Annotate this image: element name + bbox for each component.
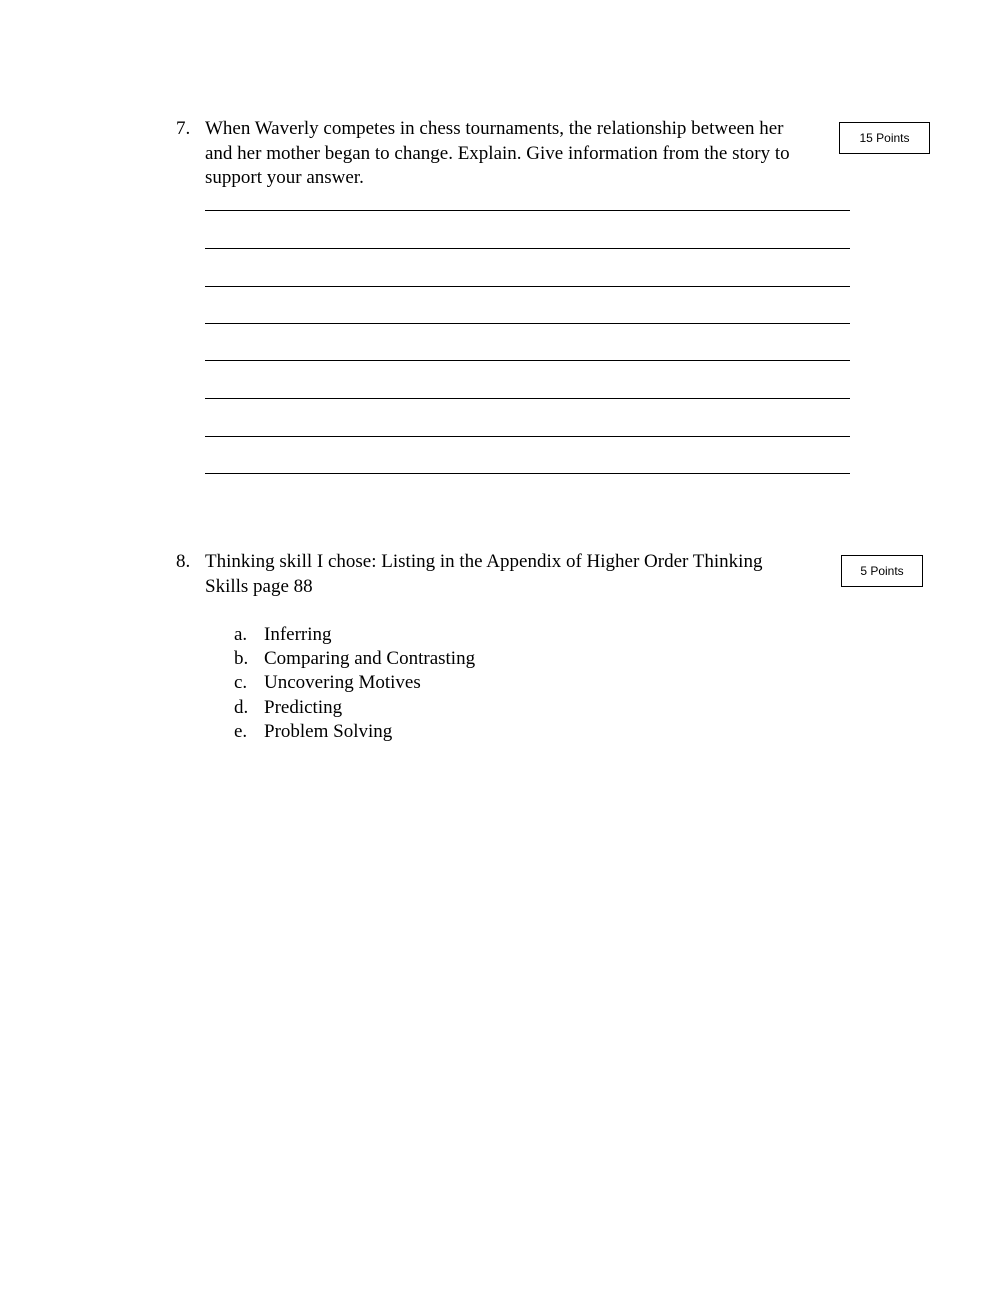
option-letter: d. bbox=[234, 696, 249, 718]
question-8-text bbox=[205, 550, 762, 599]
option-label: Inferring bbox=[264, 624, 332, 645]
option-item[interactable] bbox=[234, 623, 475, 647]
question-7-points-box: 15 Points bbox=[839, 122, 930, 154]
answer-line[interactable] bbox=[205, 323, 850, 324]
answer-line[interactable] bbox=[205, 286, 850, 287]
question-8-line-1: Thinking skill I chose: Listing in the Appendix of Higher Order Thinking bbox=[205, 551, 763, 572]
answer-line[interactable] bbox=[205, 473, 850, 474]
option-letter: a. bbox=[234, 624, 248, 645]
question-7-number: 7. bbox=[176, 118, 191, 139]
option-label: Uncovering Motives bbox=[264, 672, 421, 694]
option-label: Predicting bbox=[264, 696, 343, 718]
option-item[interactable] bbox=[234, 647, 475, 671]
option-label: Problem Solving bbox=[264, 720, 393, 742]
option-letter: e. bbox=[234, 720, 248, 742]
thinking-skill-options bbox=[234, 623, 475, 744]
question-8-line-2: Skills page 88 bbox=[205, 575, 313, 597]
question-7-line-3: support your answer. bbox=[205, 167, 364, 188]
question-7-text bbox=[205, 117, 790, 191]
option-item[interactable] bbox=[234, 696, 475, 720]
answer-line[interactable] bbox=[205, 360, 850, 361]
question-7-line-1: When Waverly competes in chess tournaments, the relationship between her bbox=[205, 118, 784, 139]
option-letter: c. bbox=[234, 672, 248, 694]
answer-line[interactable] bbox=[205, 398, 850, 399]
option-item[interactable] bbox=[234, 720, 475, 744]
answer-line[interactable] bbox=[205, 436, 850, 437]
question-8-number: 8. bbox=[176, 551, 191, 572]
answer-line[interactable] bbox=[205, 210, 850, 211]
question-7-line-2: and her mother began to change. Explain. Give information from the story to bbox=[205, 142, 790, 164]
option-letter: b. bbox=[234, 648, 249, 670]
option-label: Comparing and Contrasting bbox=[264, 648, 476, 670]
question-8-points-box: 5 Points bbox=[841, 555, 923, 587]
answer-line[interactable] bbox=[205, 248, 850, 249]
option-item[interactable] bbox=[234, 671, 475, 695]
